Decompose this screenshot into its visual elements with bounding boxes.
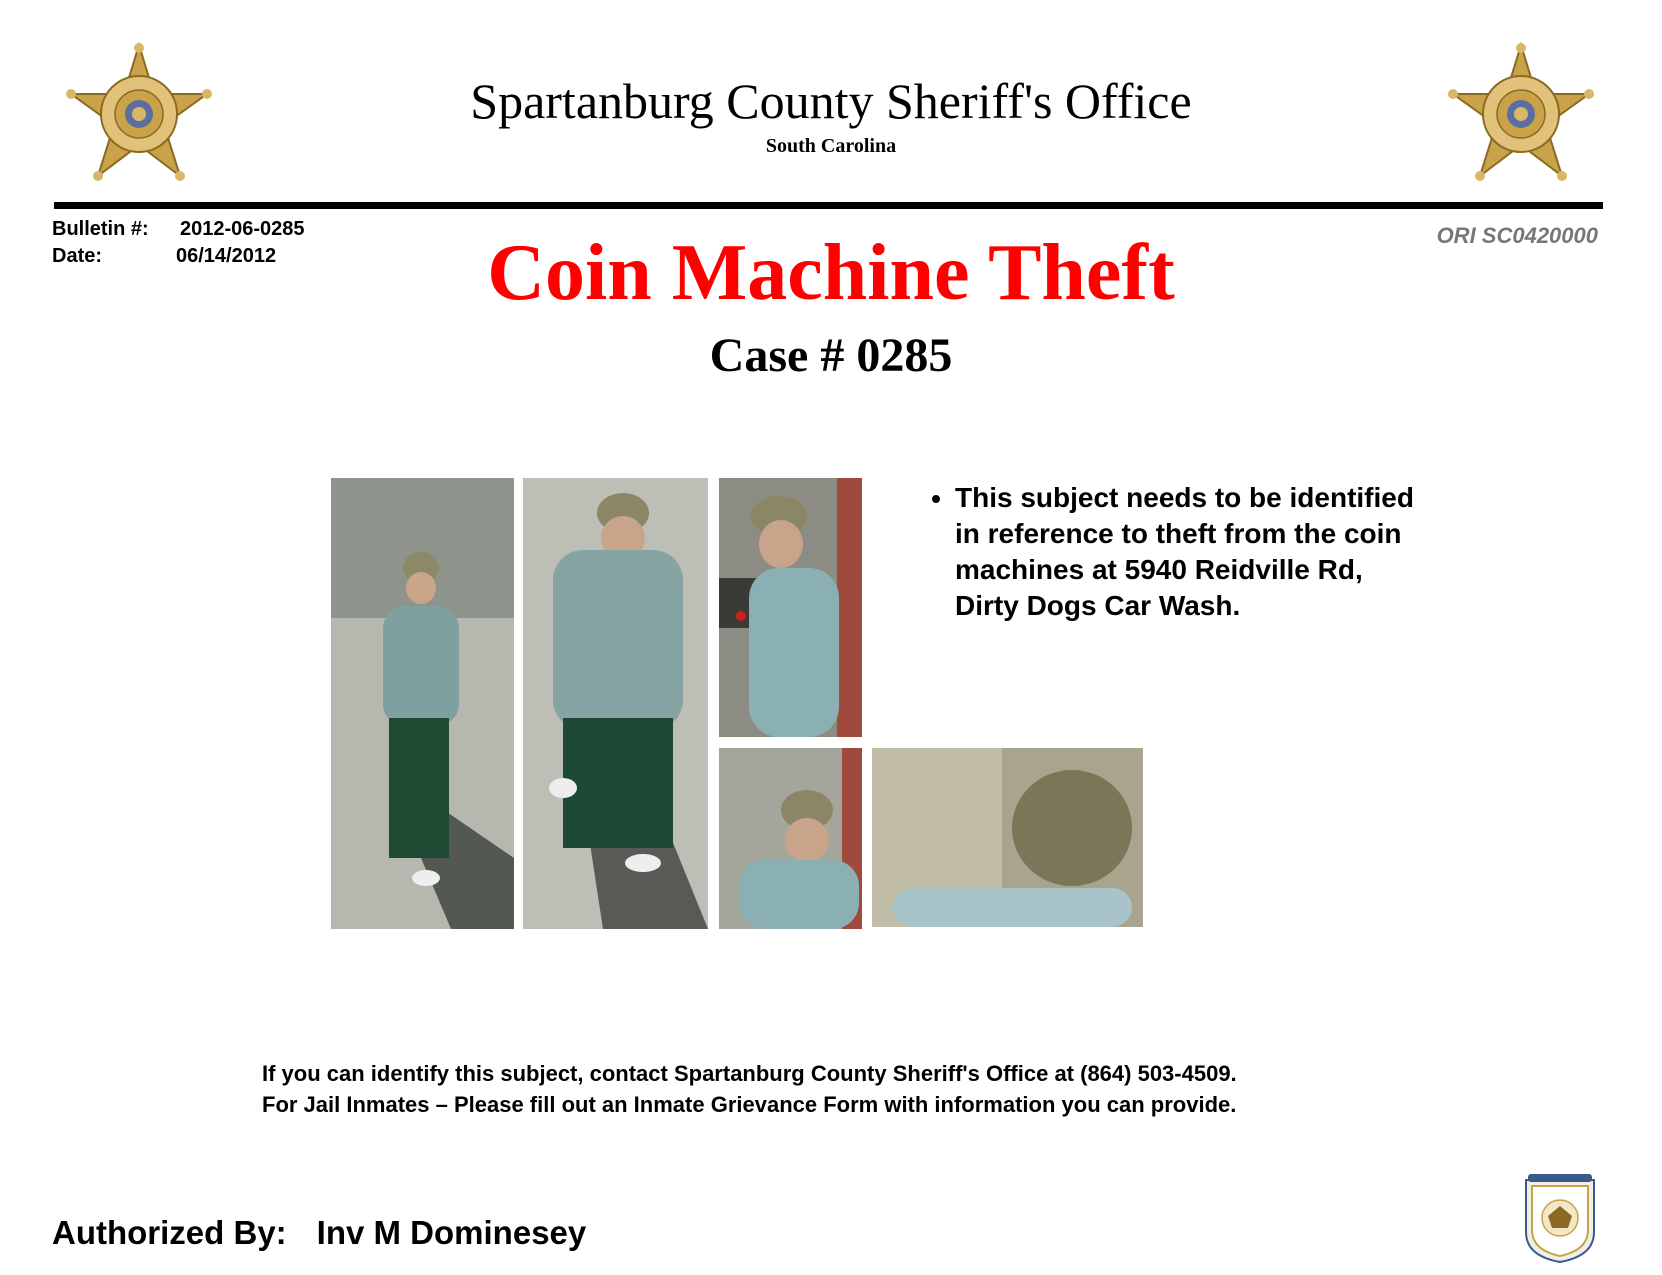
header-divider [54, 202, 1603, 209]
contact-line-2: For Jail Inmates – Please fill out an Inmate Grievance Form with information you can provide. [262, 1092, 1237, 1117]
bulletin-number-label: Bulletin #: [52, 218, 149, 240]
surveillance-photo-3 [719, 478, 862, 737]
bulletin-number-value: 2012-06-0285 [180, 218, 305, 240]
authorized-by [52, 1214, 586, 1252]
bulletin-date-value: 06/14/2012 [176, 245, 277, 267]
agency-name: Spartanburg County Sheriff's Office [470, 73, 1192, 129]
ori-code: ORI SC0420000 [1436, 223, 1598, 248]
surveillance-photo-4 [719, 748, 862, 929]
description-item: • This subject needs to be identified in reference to theft from the coin machines at 5940 Reidville Rd, Dirty Dogs Car Wash. [955, 480, 1415, 624]
bulletin-date-label: Date: [52, 245, 103, 267]
agency-state: South Carolina [765, 135, 897, 157]
surveillance-photo-2 [523, 478, 708, 929]
surveillance-photo-5 [872, 748, 1143, 927]
contact-info [262, 1058, 1237, 1120]
authorized-by-name: Inv M Dominesey [316, 1214, 587, 1251]
contact-line-1: If you can identify this subject, contact Spartanburg County Sheriff's Office at (864) 503-4509. [262, 1061, 1237, 1086]
case-number: Case # 0285 [709, 329, 953, 382]
surveillance-photo-1 [331, 478, 514, 929]
authorized-by-label: Authorized By: [52, 1214, 287, 1251]
bulletin-title: Coin Machine Theft [487, 229, 1175, 317]
accreditation-seal-icon [1522, 1172, 1598, 1264]
subject-description [915, 480, 1415, 624]
